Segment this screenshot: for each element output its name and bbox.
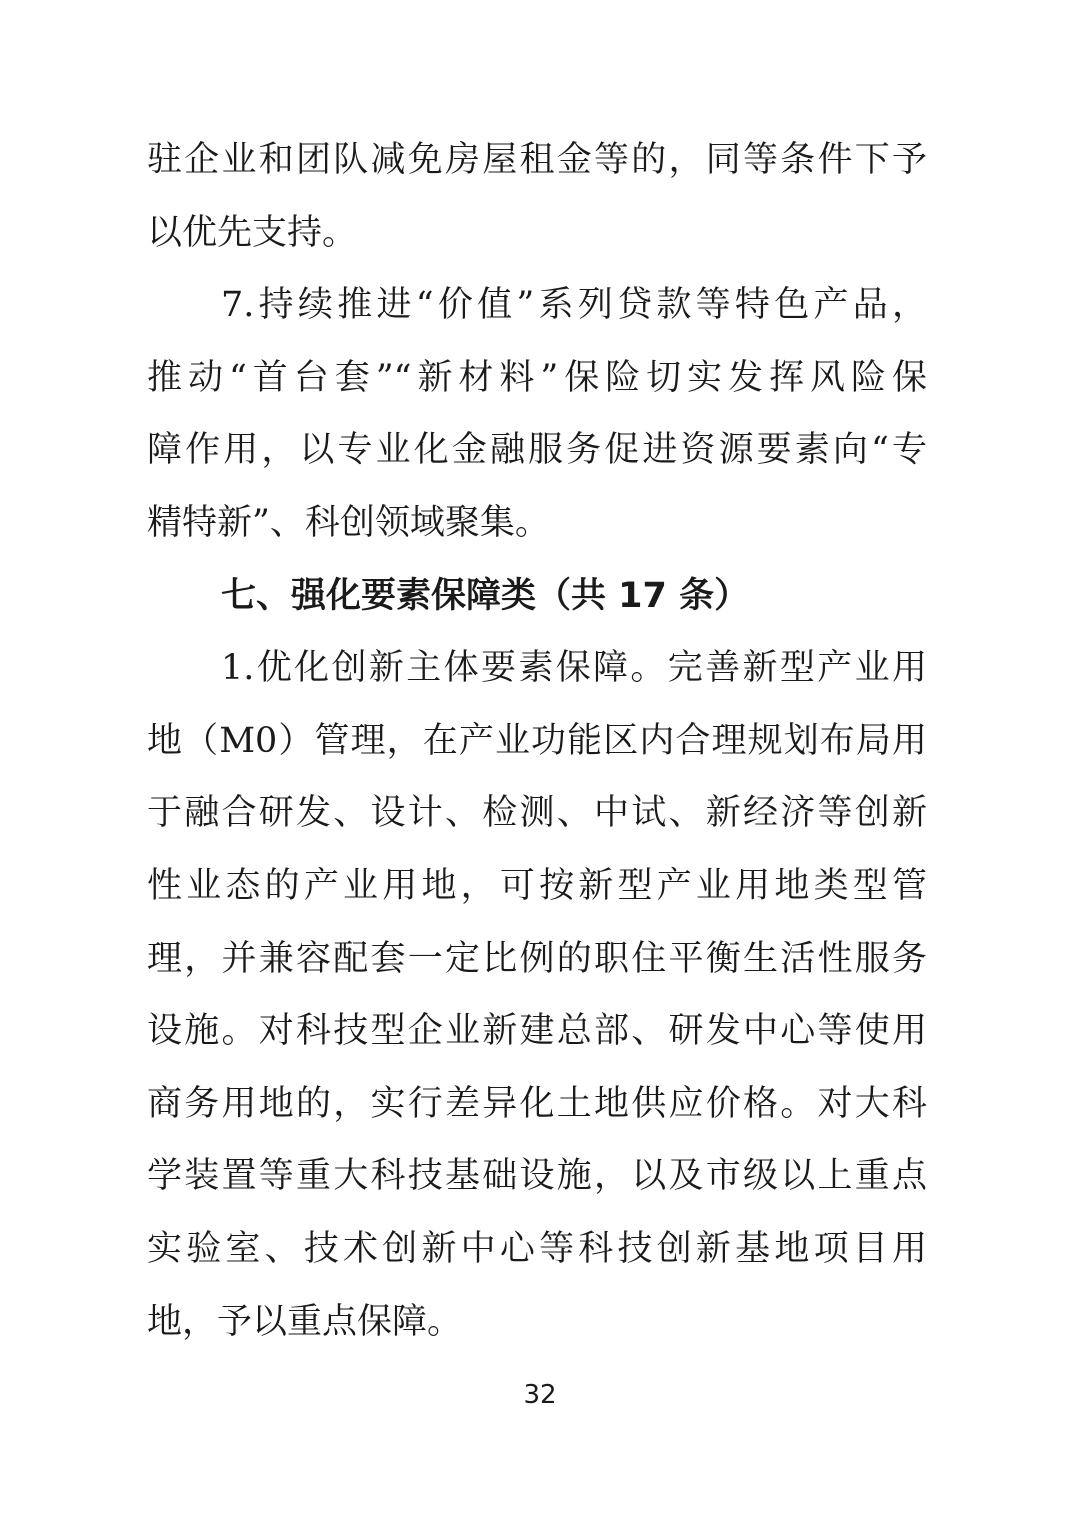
text-line: 1.优化创新主体要素保障。完善新型产业用 (221, 648, 927, 689)
text-line: 性业态的产业用地，可按新型产业用地类型管 (147, 865, 927, 906)
text-line: 驻企业和团队减免房屋租金等的，同等条件下予 (147, 140, 927, 180)
body-text (147, 124, 927, 1358)
text-line: 学装置等重大科技基础设施，以及市级以上重点 (147, 1156, 927, 1197)
text-line: 以优先支持。 (147, 212, 358, 253)
section-heading: 七、强化要素保障类（共 17 条） (221, 575, 750, 616)
text-line: 地，予以重点保障。 (147, 1301, 463, 1342)
page-number: 32 (523, 1380, 557, 1410)
text-line: 于融合研发、设计、检测、中试、新经济等创新 (147, 793, 927, 834)
text-line: 理，并兼容配套一定比例的职住平衡生活性服务 (147, 938, 927, 979)
text-line: 精特新”、科创领域聚集。 (147, 502, 550, 543)
text-line: 商务用地的，实行差异化土地供应价格。对大科 (147, 1083, 927, 1124)
text-line: 障作用，以专业化金融服务促进资源要素向“专 (147, 430, 927, 471)
text-line: 设施。对科技型企业新建总部、研发中心等使用 (147, 1011, 927, 1052)
text-line: 7.持续推进“价值”系列贷款等特色产品， (221, 285, 927, 326)
text-line: 地（M0）管理，在产业功能区内合理规划布局用 (147, 720, 927, 761)
text-line: 实验室、技术创新中心等科技创新基地项目用 (147, 1228, 927, 1269)
text-line: 推动“首台套”“新材料”保险切实发挥风险保 (147, 357, 927, 398)
